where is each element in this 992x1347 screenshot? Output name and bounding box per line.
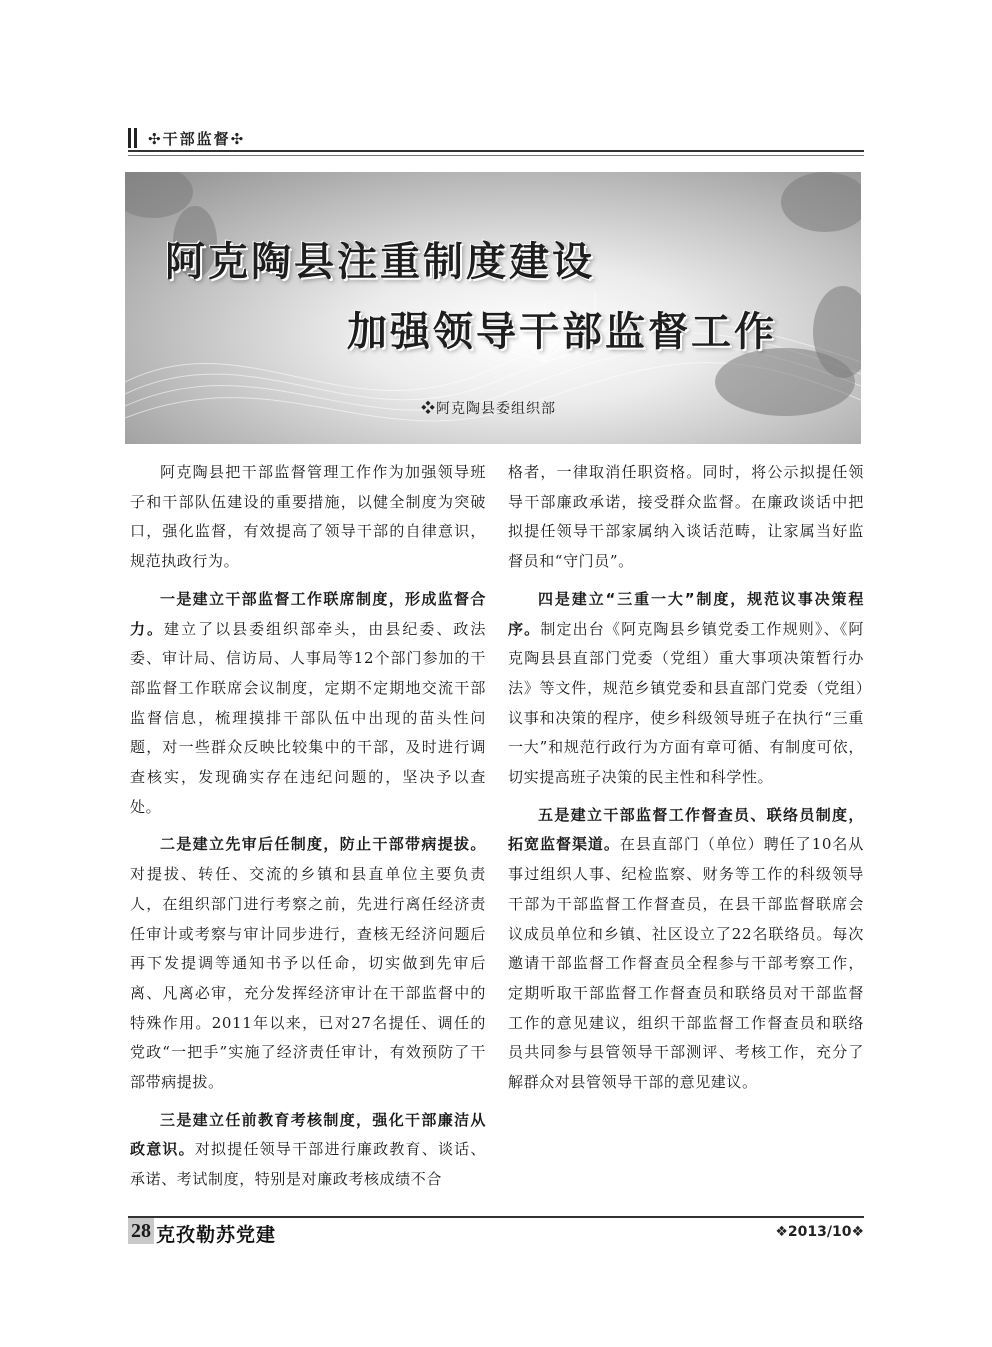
section-label: ✣干部监督✣: [148, 130, 246, 148]
magazine-name: 克孜勒苏党建: [156, 1224, 277, 1246]
header-rule-thin: [128, 155, 864, 156]
article-column-left: [130, 458, 486, 1195]
page-number: 28: [128, 1218, 154, 1244]
issue-label: ❖2013/10❖: [775, 1224, 864, 1240]
article-column-right: [508, 458, 864, 1098]
header-rule: [128, 150, 864, 152]
section-header: [128, 126, 864, 150]
point-heading: 四是建立“三重一大”制度，规范议事决策程序。: [508, 589, 864, 638]
article-title-line2: 加强领导干部监督工作: [347, 309, 777, 355]
point-heading: 二是建立先审后任制度，防止干部带病提拔。: [160, 835, 486, 854]
section-bars-icon: [128, 128, 142, 148]
leaf-shape: [781, 172, 861, 232]
footer-rule: [128, 1216, 864, 1218]
article-title-line1: 阿克陶县注重制度建设: [165, 239, 595, 285]
paragraph-point-five: 五是建立干部监督工作督查员、联络员制度，拓宽监督渠道。在县直部门（单位）聘任了10名从事过组织人事、纪检监察、财务等工作的科级领导干部为干部监督工作督查员，在县干部监督联席会议成员单位和乡镇、社区设立了22名联络员。每次邀请干部监督工作督查员全程参与干部考察工作，定期听取干部监督工作督查员和联络员对干部监督工作的意见建议，组织干部监督工作督查员和联络员共同参与县管领导干部测评、考核工作，充分了解群众对县管领导干部的意见建议。: [508, 805, 864, 1092]
point-heading: 一是建立干部监督工作联席制度，形成监督合力。: [130, 589, 486, 638]
author-byline: ❖阿克陶县委组织部: [421, 401, 556, 417]
paragraph-point-four: 四是建立“三重一大”制度，规范议事决策程序。制定出台《阿克陶县乡镇党委工作规则》、《阿克陶县县直部门党委（党组）重大事项决策暂行办法》等文件，规范乡镇党委和县直部门党委（党组）议事和决策的程序，使乡科级领导班子在执行“三重一大”和规范行政行为方面有章可循、有制度可依，切实提高班子决策的民主性和科学性。: [508, 589, 864, 787]
paragraph-point-one: 一是建立干部监督工作联席制度，形成监督合力。建立了以县委组织部牵头，由县纪委、政法委、审计局、信访局、人事局等12个部门参加的干部监督工作联席会议制度，定期不定期地交流干部监督信息，梳理摸排干部队伍中出现的苗头性问题，对一些群众反映比较集中的干部，及时进行调查核实，发现确实存在违纪问题的，坚决予以查处。: [130, 589, 487, 816]
paragraph-continuation: 格者，一律取消任职资格。同时，将公示拟提任领导干部廉政承诺，接受群众监督。在廉政谈话中把拟提任领导干部家属纳入谈话范畴，让家属当好监督员和“守门员”。: [508, 463, 864, 571]
point-heading: 三是建立任前教育考核制度，强化干部廉洁从政意识。: [130, 1110, 486, 1159]
paragraph-intro: 阿克陶县把干部监督管理工作作为加强领导班子和干部队伍建设的重要措施，以健全制度为突破口，强化监督，有效提高了领导干部的自律意识，规范执政行为。: [130, 463, 486, 571]
paragraph-point-two: 二是建立先审后任制度，防止干部带病提拔。对提拔、转任、交流的乡镇和县直单位主要负责人，在组织部门进行考察之前，先进行离任经济责任审计或考察与审计同步进行，查核无经济问题后再下发提调等通知书予以任命，切实做到先审后离、凡离必审，充分发挥经济审计在干部监督中的特殊作用。2011年以来，已对27名提任、调任的党政“一把手”实施了经济责任审计，有效预防了干部带病提拔。: [130, 835, 486, 1092]
paragraph-point-three: 三是建立任前教育考核制度，强化干部廉洁从政意识。对拟提任领导干部进行廉政教育、谈话、承诺、考试制度，特别是对廉政考核成绩不合: [130, 1110, 486, 1189]
title-banner: [125, 172, 861, 444]
leaf-shape: [125, 172, 193, 218]
point-heading: 五是建立干部监督工作督查员、联络员制度，拓宽监督渠道。: [508, 805, 864, 854]
